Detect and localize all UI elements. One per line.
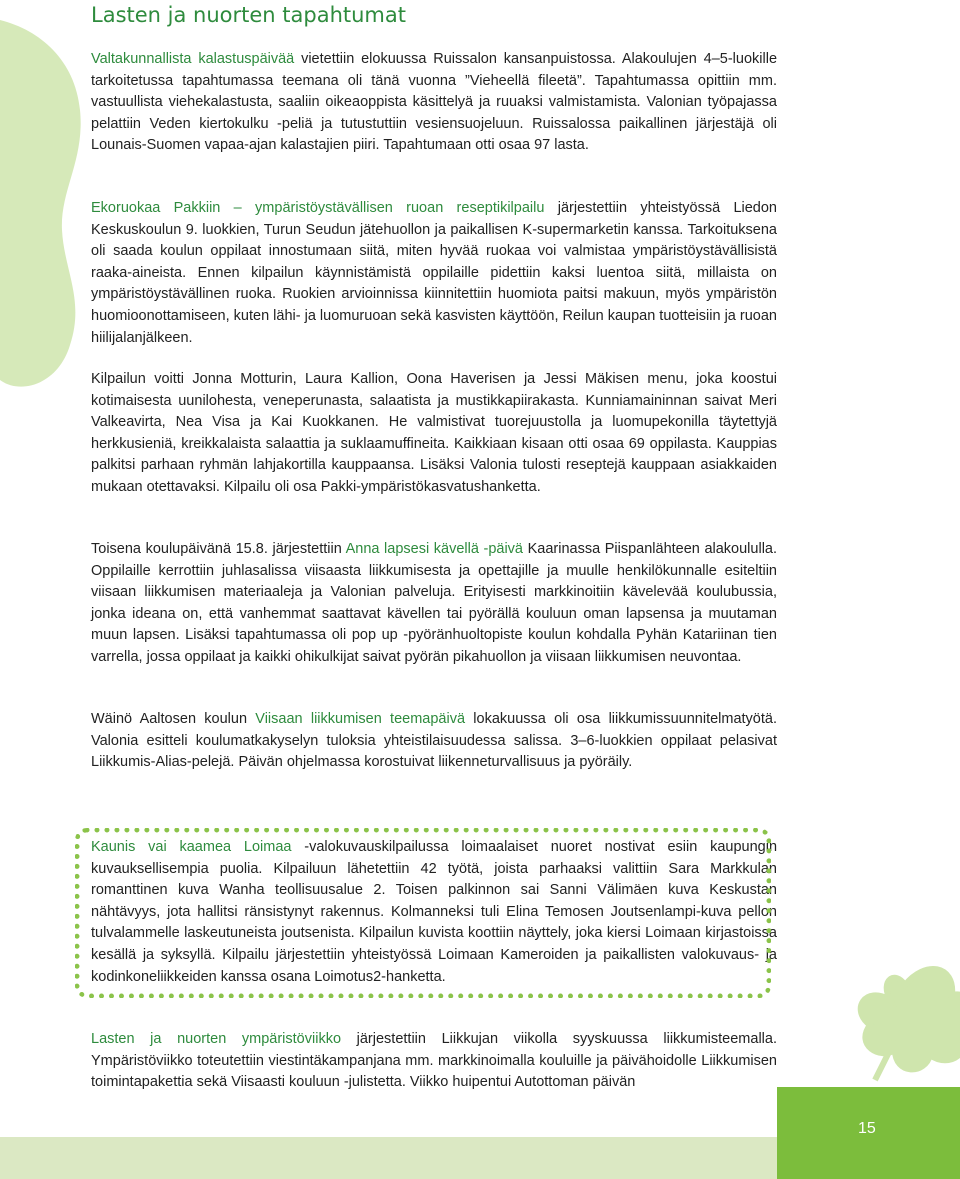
paragraph-anna-lapsesi [91,539,777,669]
clover-leaf-icon [861,969,960,1080]
paragraph-kalastuspaiva [91,49,777,157]
event-link[interactable]: Viisaan liikkumisen teemapäivä [255,711,466,727]
paragraph-kilpailun-voitti [91,369,777,499]
highlight-box-border [75,828,771,998]
paragraph-text: Kaarinassa Piispanlähteen alakoululla. Oppilaille kerrottiin juhlasalissa viisaasta liikkumisesta ja opettajille ja muulle henkilökunnalle esiteltiin viisaan liikkumisen materiaaleja ja Valonian palveluja. Erityisesti markkinoitiin kävelevää koulubussia, jonka ideana on, että vanhemmat saattavat kävellen tai pyörällä kouluun oman lapsensa ja muutaman muun lapsen. Lisäksi tapahtumassa oli pop up -pyöränhuoltopiste koulun kohdalla Pyhän Katariinan tien varrella, jossa oppilaat ja kaikki ohikulkijat saivat pyörän pikahuollon ja viisaan liikkumisen neuvontaa. [91,541,778,665]
event-link[interactable]: Anna lapsesi kävellä -päivä [345,541,523,557]
paragraph-ymparistoviikko [91,1029,777,1094]
page-title: Lasten ja nuorten tapahtumat [91,3,406,27]
event-link[interactable]: Lasten ja nuorten ympäristöviikko [91,1031,342,1047]
paragraph-text: -valokuvauskilpailussa loimaalaiset nuoret nostivat esiin kaupungin kuvauksellisempia puolia. Kilpailuun lähetettiin 42 työtä, joista parhaaksi valittiin Sara Markkulan romanttinen kuva Wanha teollisuusalue 2. Toisen palkinnon sai Sanni Välimäen kuva Keskustan nähtävyys, jota hallitsi ränsistynyt rakennus. Kolmanneksi tuli Elina Temosen Joutsenlampi-kuva pellon tulvalammelle laskeutuneista joutsenista. Kilpailun kuvista koottiin näyttely, joka kiersi Loimaan kirjastoissa kesällä ja syksyllä. Kilpailu järjestettiin yhteistyössä Loimaan Kameroiden ja paikallisten valokuvaus- ja kodinkoneliikkeiden kanssa osana Loimotus2-hanketta. [91,839,778,985]
event-link[interactable]: Ekoruokaa Pakkiin – ympäristöystävällisen ruoan reseptikilpailu [91,200,545,216]
footer-bar [0,1137,777,1179]
paragraph-text: järjestettiin Liikkujan viikolla syyskuussa liikkumisteemalla. Ympäristöviikko toteutettiin viestintäkampanjana mm. markkinoimalla kouluille ja päivähoidolle Liikkumisen toimintapakettia sekä Viisaasti kouluun -julistetta. Viikko huipentui Autottoman päivän [91,1031,777,1091]
paragraph-text: Wäinö Aaltosen koulun [91,711,256,727]
event-link[interactable]: Valtakunnallista kalastuspäivää [91,51,295,67]
paragraph-text: järjestettiin yhteistyössä Liedon Keskuskoulun 9. luokkien, Turun Seudun jätehuollon ja paikallisen K-supermarketin kanssa. Tarkoituksena oli saada koulun oppilaat innostumaan siitä, miten hyvää ruokaa voi valmistaa ympäristöystävällisistä raaka-aineista. Ennen kilpailun käynnistämistä oppilaille pidettiin kaksi luentoa siitä, millaista on ympäristöystävällinen ruoka. Ruokien arvioinnissa kiinnitettiin huomiota paitsi makuun, myös ympäristön huomioonottamiseen, kuten lähi- ja luomuruoan sekä kasvisten käyttöön, Reilun kaupan tuotteisiin ja ruoan hiilijalanjälkeen. [91,200,777,346]
left-leaf-shape [0,20,81,387]
event-link[interactable]: Kaunis vai kaamea Loimaa [91,839,292,855]
paragraph-ekoruokaa [91,198,777,349]
paragraph-text: lokakuussa oli osa liikkumissuunnitelmatyötä. Valonia esitteli koulumatkakyselyn tuloksia yhteistilaisuudessa salissa. 3–6-luokkien oppilaat pelasivat Liikkumis-Alias-pelejä. Päivän ohjelmassa korostuivat liikenneturvallisuus ja pyöräily. [91,711,777,771]
page-number: 15 [858,1120,876,1137]
paragraph-viisaan-liikkumisen [91,709,777,774]
paragraph-text: vietettiin elokuussa Ruissalon kansanpuistossa. Alakoulujen 4–5-luokille tarkoitetussa tapahtumassa teemana oli tänä vuonna ”Vieheellä fileetä”. Tapahtumassa opittiin mm. vastuullista viehekalastusta, saaliin oikeaoppista käsittelyä ja ruuaksi valmistamista. Valonian työpajassa pelattiin Veden kiertokulku -peliä ja tutustuttiin vesiensuojeluun. Ruissalossa paikallinen järjestäjä oli Lounais-Suomen vapaa-ajan kalastajien piiri. Tapahtumaan otti osaa 97 lasta. [91,51,778,154]
paragraph-text: Kilpailun voitti Jonna Motturin, Laura Kallion, Oona Haverisen ja Jessi Mäkisen menu, joka koostui kotimaisesta uunilohesta, veneperunasta, salaatista ja mustikkapiirakasta. Kunniamaininnan saivat Meri Valkeavirta, Nea Visa ja Kai Kuokkanen. He valmistivat tuorejuustolla ja luomupekonilla täytettyjä herkkusieniä, kreikkalaista salaattia ja suklaamuffineita. Kaikkiaan kisaan otti osaa 69 oppilasta. Kauppias palkitsi parhaan ryhmän lahjakortilla kauppaansa. Lisäksi Valonia tulosti reseptejä kauppaan asiakkaiden mukaan otettavaksi. Kilpailu oli osa Pakki-ympäristökasvatushanketta. [91,371,777,495]
paragraph-text: Toisena koulupäivänä 15.8. järjestettiin [91,541,346,557]
